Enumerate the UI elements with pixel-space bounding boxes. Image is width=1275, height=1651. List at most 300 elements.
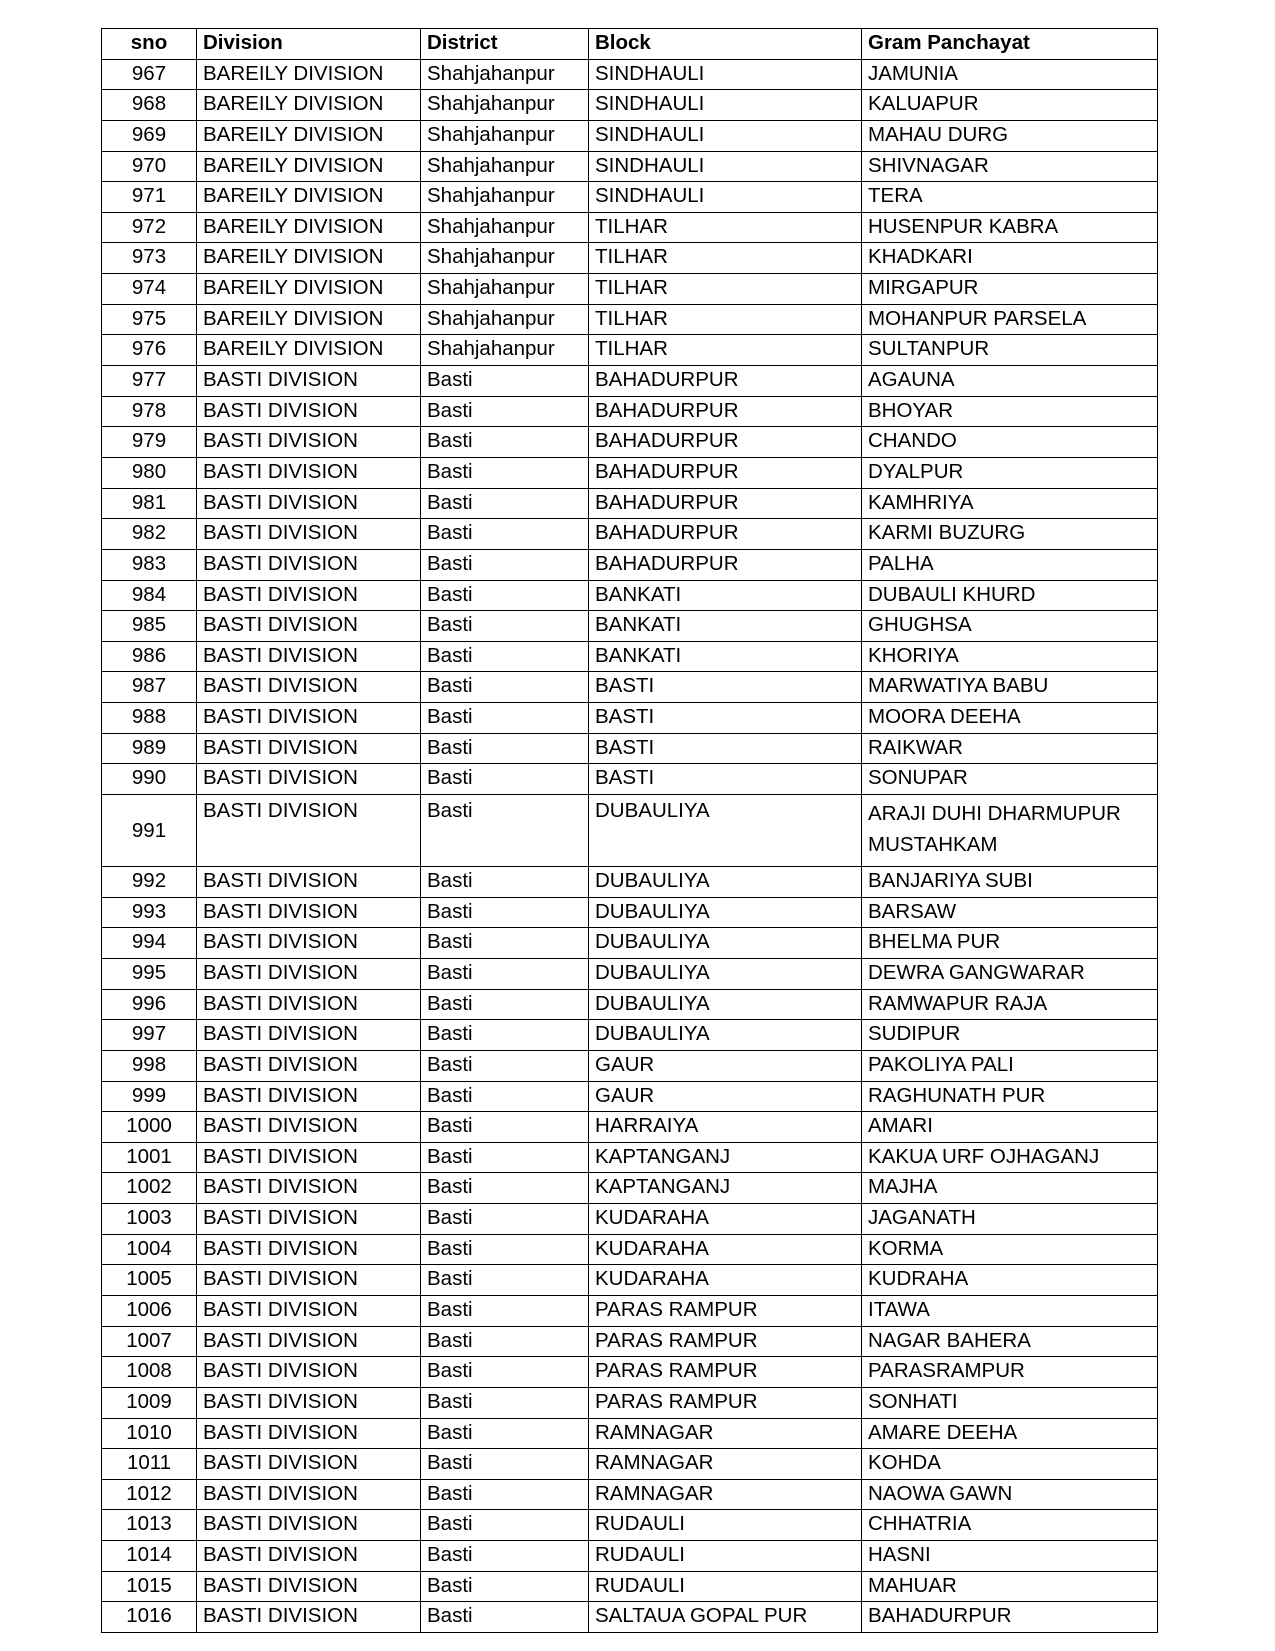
cell-gram-panchayat: SONUPAR bbox=[862, 764, 1158, 795]
cell-district: Basti bbox=[421, 1050, 589, 1081]
table-row bbox=[102, 212, 1158, 243]
table-row bbox=[102, 1204, 1158, 1235]
cell-sno: 981 bbox=[102, 488, 197, 519]
cell-district: Shahjahanpur bbox=[421, 304, 589, 335]
table-row bbox=[102, 1112, 1158, 1143]
cell-gram-panchayat: DUBAULI KHURD bbox=[862, 580, 1158, 611]
cell-division: BASTI DIVISION bbox=[197, 580, 421, 611]
cell-gram-panchayat: AGAUNA bbox=[862, 366, 1158, 397]
cell-gram-panchayat: KHORIYA bbox=[862, 641, 1158, 672]
table-row bbox=[102, 928, 1158, 959]
cell-division: BASTI DIVISION bbox=[197, 1050, 421, 1081]
cell-sno: 968 bbox=[102, 90, 197, 121]
cell-block: BANKATI bbox=[589, 641, 862, 672]
table-row bbox=[102, 1510, 1158, 1541]
cell-sno: 990 bbox=[102, 764, 197, 795]
cell-block: KUDARAHA bbox=[589, 1234, 862, 1265]
cell-sno: 971 bbox=[102, 182, 197, 213]
table-row bbox=[102, 120, 1158, 151]
cell-gram-panchayat: BAHADURPUR bbox=[862, 1602, 1158, 1633]
cell-block: DUBAULIYA bbox=[589, 867, 862, 898]
cell-gram-panchayat: RAMWAPUR RAJA bbox=[862, 989, 1158, 1020]
table-row bbox=[102, 1050, 1158, 1081]
cell-district: Shahjahanpur bbox=[421, 182, 589, 213]
cell-block: RUDAULI bbox=[589, 1571, 862, 1602]
cell-district: Basti bbox=[421, 1142, 589, 1173]
cell-sno: 1016 bbox=[102, 1602, 197, 1633]
cell-block: SINDHAULI bbox=[589, 90, 862, 121]
cell-district: Basti bbox=[421, 1510, 589, 1541]
cell-district: Basti bbox=[421, 1265, 589, 1296]
cell-sno: 1001 bbox=[102, 1142, 197, 1173]
cell-block: PARAS RAMPUR bbox=[589, 1357, 862, 1388]
cell-block: BANKATI bbox=[589, 611, 862, 642]
cell-district: Basti bbox=[421, 1112, 589, 1143]
cell-sno: 1012 bbox=[102, 1479, 197, 1510]
table-row bbox=[102, 59, 1158, 90]
table-row bbox=[102, 1387, 1158, 1418]
cell-district: Basti bbox=[421, 1020, 589, 1051]
cell-division: BASTI DIVISION bbox=[197, 519, 421, 550]
cell-division: BASTI DIVISION bbox=[197, 1479, 421, 1510]
cell-gram-panchayat: HASNI bbox=[862, 1541, 1158, 1572]
cell-gram-panchayat: BHOYAR bbox=[862, 396, 1158, 427]
table-row bbox=[102, 1602, 1158, 1633]
table-row bbox=[102, 182, 1158, 213]
cell-block: KUDARAHA bbox=[589, 1204, 862, 1235]
cell-block: BASTI bbox=[589, 672, 862, 703]
table-row bbox=[102, 151, 1158, 182]
cell-gram-panchayat: KOHDA bbox=[862, 1449, 1158, 1480]
table-row bbox=[102, 1541, 1158, 1572]
cell-gram-panchayat: AMARE DEEHA bbox=[862, 1418, 1158, 1449]
cell-sno: 987 bbox=[102, 672, 197, 703]
cell-district: Basti bbox=[421, 795, 589, 867]
cell-sno: 967 bbox=[102, 59, 197, 90]
cell-sno: 1008 bbox=[102, 1357, 197, 1388]
cell-sno: 986 bbox=[102, 641, 197, 672]
cell-district: Basti bbox=[421, 703, 589, 734]
cell-block: BAHADURPUR bbox=[589, 396, 862, 427]
table-row bbox=[102, 457, 1158, 488]
cell-division: BASTI DIVISION bbox=[197, 1234, 421, 1265]
cell-block: BAHADURPUR bbox=[589, 427, 862, 458]
cell-sno: 970 bbox=[102, 151, 197, 182]
cell-district: Basti bbox=[421, 733, 589, 764]
cell-sno: 974 bbox=[102, 274, 197, 305]
cell-block: DUBAULIYA bbox=[589, 958, 862, 989]
cell-division: BASTI DIVISION bbox=[197, 366, 421, 397]
cell-sno: 992 bbox=[102, 867, 197, 898]
cell-sno: 1011 bbox=[102, 1449, 197, 1480]
cell-district: Basti bbox=[421, 611, 589, 642]
cell-block: SINDHAULI bbox=[589, 182, 862, 213]
cell-sno: 989 bbox=[102, 733, 197, 764]
cell-district: Basti bbox=[421, 366, 589, 397]
table-row bbox=[102, 335, 1158, 366]
cell-block: DUBAULIYA bbox=[589, 1020, 862, 1051]
table-row bbox=[102, 519, 1158, 550]
cell-district: Basti bbox=[421, 989, 589, 1020]
column-header-gram-panchayat: Gram Panchayat bbox=[862, 29, 1158, 60]
cell-sno: 991 bbox=[102, 795, 197, 867]
cell-gram-panchayat: PALHA bbox=[862, 549, 1158, 580]
cell-block: SALTAUA GOPAL PUR bbox=[589, 1602, 862, 1633]
table-row bbox=[102, 958, 1158, 989]
cell-district: Basti bbox=[421, 1541, 589, 1572]
cell-division: BASTI DIVISION bbox=[197, 1571, 421, 1602]
cell-block: BAHADURPUR bbox=[589, 366, 862, 397]
cell-sno: 1000 bbox=[102, 1112, 197, 1143]
column-header-division: Division bbox=[197, 29, 421, 60]
cell-division: BASTI DIVISION bbox=[197, 1449, 421, 1480]
cell-sno: 1010 bbox=[102, 1418, 197, 1449]
table-row bbox=[102, 611, 1158, 642]
cell-gram-panchayat: TERA bbox=[862, 182, 1158, 213]
cell-gram-panchayat: MAJHA bbox=[862, 1173, 1158, 1204]
cell-sno: 1015 bbox=[102, 1571, 197, 1602]
cell-division: BASTI DIVISION bbox=[197, 1418, 421, 1449]
cell-division: BAREILY DIVISION bbox=[197, 120, 421, 151]
cell-gram-panchayat: BHELMA PUR bbox=[862, 928, 1158, 959]
cell-gram-panchayat: KUDRAHA bbox=[862, 1265, 1158, 1296]
table-row bbox=[102, 427, 1158, 458]
cell-sno: 999 bbox=[102, 1081, 197, 1112]
cell-sno: 988 bbox=[102, 703, 197, 734]
cell-sno: 972 bbox=[102, 212, 197, 243]
cell-gram-panchayat: SONHATI bbox=[862, 1387, 1158, 1418]
table-row bbox=[102, 1081, 1158, 1112]
cell-division: BASTI DIVISION bbox=[197, 1204, 421, 1235]
cell-division: BASTI DIVISION bbox=[197, 427, 421, 458]
table-row bbox=[102, 641, 1158, 672]
cell-sno: 1009 bbox=[102, 1387, 197, 1418]
cell-gram-panchayat: SHIVNAGAR bbox=[862, 151, 1158, 182]
cell-sno: 980 bbox=[102, 457, 197, 488]
cell-block: TILHAR bbox=[589, 304, 862, 335]
cell-gram-panchayat: MARWATIYA BABU bbox=[862, 672, 1158, 703]
cell-gram-panchayat: GHUGHSA bbox=[862, 611, 1158, 642]
cell-division: BASTI DIVISION bbox=[197, 764, 421, 795]
cell-district: Basti bbox=[421, 1449, 589, 1480]
table-row bbox=[102, 1265, 1158, 1296]
cell-block: DUBAULIYA bbox=[589, 795, 862, 867]
cell-district: Basti bbox=[421, 1326, 589, 1357]
cell-block: PARAS RAMPUR bbox=[589, 1295, 862, 1326]
cell-division: BASTI DIVISION bbox=[197, 549, 421, 580]
cell-gram-panchayat: KAMHRIYA bbox=[862, 488, 1158, 519]
cell-sno: 1014 bbox=[102, 1541, 197, 1572]
cell-block: GAUR bbox=[589, 1050, 862, 1081]
cell-sno: 976 bbox=[102, 335, 197, 366]
cell-division: BAREILY DIVISION bbox=[197, 243, 421, 274]
table-row bbox=[102, 304, 1158, 335]
cell-division: BASTI DIVISION bbox=[197, 396, 421, 427]
table-row bbox=[102, 1142, 1158, 1173]
cell-division: BASTI DIVISION bbox=[197, 641, 421, 672]
table-row bbox=[102, 897, 1158, 928]
cell-district: Basti bbox=[421, 764, 589, 795]
cell-sno: 1007 bbox=[102, 1326, 197, 1357]
cell-district: Basti bbox=[421, 1571, 589, 1602]
cell-district: Basti bbox=[421, 1234, 589, 1265]
cell-gram-panchayat: CHANDO bbox=[862, 427, 1158, 458]
cell-gram-panchayat: MAHUAR bbox=[862, 1571, 1158, 1602]
cell-division: BASTI DIVISION bbox=[197, 1295, 421, 1326]
table-row bbox=[102, 1295, 1158, 1326]
cell-block: KAPTANGANJ bbox=[589, 1142, 862, 1173]
table-row bbox=[102, 580, 1158, 611]
cell-gram-panchayat: NAOWA GAWN bbox=[862, 1479, 1158, 1510]
table-header-row bbox=[102, 29, 1158, 60]
cell-block: PARAS RAMPUR bbox=[589, 1387, 862, 1418]
cell-district: Basti bbox=[421, 1418, 589, 1449]
cell-district: Basti bbox=[421, 867, 589, 898]
table-row bbox=[102, 795, 1158, 867]
table-row bbox=[102, 396, 1158, 427]
cell-sno: 982 bbox=[102, 519, 197, 550]
cell-division: BAREILY DIVISION bbox=[197, 274, 421, 305]
cell-gram-panchayat: HUSENPUR KABRA bbox=[862, 212, 1158, 243]
cell-district: Basti bbox=[421, 958, 589, 989]
table-row bbox=[102, 90, 1158, 121]
cell-sno: 977 bbox=[102, 366, 197, 397]
cell-sno: 994 bbox=[102, 928, 197, 959]
gram-panchayat-table bbox=[101, 28, 1158, 1633]
cell-district: Basti bbox=[421, 457, 589, 488]
cell-gram-panchayat: MOORA DEEHA bbox=[862, 703, 1158, 734]
cell-block: SINDHAULI bbox=[589, 151, 862, 182]
cell-block: BASTI bbox=[589, 764, 862, 795]
cell-district: Shahjahanpur bbox=[421, 335, 589, 366]
cell-gram-panchayat: KORMA bbox=[862, 1234, 1158, 1265]
cell-gram-panchayat: BANJARIYA SUBI bbox=[862, 867, 1158, 898]
cell-gram-panchayat: DYALPUR bbox=[862, 457, 1158, 488]
cell-district: Basti bbox=[421, 641, 589, 672]
cell-division: BAREILY DIVISION bbox=[197, 59, 421, 90]
cell-gram-panchayat: SULTANPUR bbox=[862, 335, 1158, 366]
cell-division: BASTI DIVISION bbox=[197, 1326, 421, 1357]
cell-sno: 993 bbox=[102, 897, 197, 928]
cell-division: BASTI DIVISION bbox=[197, 989, 421, 1020]
cell-block: DUBAULIYA bbox=[589, 928, 862, 959]
cell-block: KUDARAHA bbox=[589, 1265, 862, 1296]
cell-division: BASTI DIVISION bbox=[197, 1602, 421, 1633]
cell-gram-panchayat: KARMI BUZURG bbox=[862, 519, 1158, 550]
cell-block: BASTI bbox=[589, 733, 862, 764]
cell-sno: 973 bbox=[102, 243, 197, 274]
cell-district: Shahjahanpur bbox=[421, 274, 589, 305]
cell-division: BASTI DIVISION bbox=[197, 1020, 421, 1051]
cell-gram-panchayat: MAHAU DURG bbox=[862, 120, 1158, 151]
cell-sno: 996 bbox=[102, 989, 197, 1020]
cell-gram-panchayat: NAGAR BAHERA bbox=[862, 1326, 1158, 1357]
table-header bbox=[102, 29, 1158, 60]
cell-block: TILHAR bbox=[589, 243, 862, 274]
cell-division: BASTI DIVISION bbox=[197, 1112, 421, 1143]
cell-gram-panchayat: ARAJI DUHI DHARMUPUR MUSTAHKAM bbox=[862, 795, 1158, 867]
cell-district: Basti bbox=[421, 519, 589, 550]
cell-gram-panchayat: AMARI bbox=[862, 1112, 1158, 1143]
cell-district: Basti bbox=[421, 1081, 589, 1112]
table-row bbox=[102, 672, 1158, 703]
cell-district: Basti bbox=[421, 1295, 589, 1326]
cell-sno: 1004 bbox=[102, 1234, 197, 1265]
cell-block: DUBAULIYA bbox=[589, 897, 862, 928]
table-row bbox=[102, 867, 1158, 898]
cell-block: BAHADURPUR bbox=[589, 488, 862, 519]
table-row bbox=[102, 764, 1158, 795]
cell-district: Basti bbox=[421, 1204, 589, 1235]
cell-gram-panchayat: JAGANATH bbox=[862, 1204, 1158, 1235]
table-row bbox=[102, 488, 1158, 519]
table-row bbox=[102, 366, 1158, 397]
cell-gram-panchayat: MOHANPUR PARSELA bbox=[862, 304, 1158, 335]
cell-district: Shahjahanpur bbox=[421, 243, 589, 274]
cell-district: Basti bbox=[421, 1479, 589, 1510]
cell-block: SINDHAULI bbox=[589, 120, 862, 151]
table-row bbox=[102, 733, 1158, 764]
cell-district: Shahjahanpur bbox=[421, 120, 589, 151]
cell-sno: 975 bbox=[102, 304, 197, 335]
cell-sno: 995 bbox=[102, 958, 197, 989]
cell-division: BASTI DIVISION bbox=[197, 457, 421, 488]
cell-gram-panchayat: KAKUA URF OJHAGANJ bbox=[862, 1142, 1158, 1173]
cell-gram-panchayat: DEWRA GANGWARAR bbox=[862, 958, 1158, 989]
table-row bbox=[102, 549, 1158, 580]
cell-gram-panchayat: RAGHUNATH PUR bbox=[862, 1081, 1158, 1112]
cell-block: BAHADURPUR bbox=[589, 549, 862, 580]
cell-gram-panchayat: PARASRAMPUR bbox=[862, 1357, 1158, 1388]
cell-sno: 978 bbox=[102, 396, 197, 427]
cell-division: BASTI DIVISION bbox=[197, 1142, 421, 1173]
cell-gram-panchayat: RAIKWAR bbox=[862, 733, 1158, 764]
table-row bbox=[102, 1234, 1158, 1265]
table-row bbox=[102, 1449, 1158, 1480]
table-row bbox=[102, 243, 1158, 274]
cell-division: BASTI DIVISION bbox=[197, 795, 421, 867]
cell-district: Basti bbox=[421, 897, 589, 928]
cell-division: BAREILY DIVISION bbox=[197, 212, 421, 243]
cell-division: BASTI DIVISION bbox=[197, 1265, 421, 1296]
cell-block: RAMNAGAR bbox=[589, 1449, 862, 1480]
cell-district: Basti bbox=[421, 672, 589, 703]
cell-gram-panchayat: MIRGAPUR bbox=[862, 274, 1158, 305]
cell-district: Shahjahanpur bbox=[421, 212, 589, 243]
table-row bbox=[102, 703, 1158, 734]
cell-block: TILHAR bbox=[589, 212, 862, 243]
cell-division: BASTI DIVISION bbox=[197, 703, 421, 734]
cell-sno: 1005 bbox=[102, 1265, 197, 1296]
cell-gram-panchayat: KHADKARI bbox=[862, 243, 1158, 274]
cell-division: BASTI DIVISION bbox=[197, 1081, 421, 1112]
cell-gram-panchayat: KALUAPUR bbox=[862, 90, 1158, 121]
cell-division: BASTI DIVISION bbox=[197, 1357, 421, 1388]
cell-division: BAREILY DIVISION bbox=[197, 151, 421, 182]
cell-district: Basti bbox=[421, 1387, 589, 1418]
cell-block: TILHAR bbox=[589, 274, 862, 305]
cell-district: Basti bbox=[421, 488, 589, 519]
cell-division: BASTI DIVISION bbox=[197, 1387, 421, 1418]
cell-district: Basti bbox=[421, 580, 589, 611]
table-row bbox=[102, 1571, 1158, 1602]
cell-district: Basti bbox=[421, 1357, 589, 1388]
table-row bbox=[102, 274, 1158, 305]
cell-district: Basti bbox=[421, 549, 589, 580]
column-header-sno: sno bbox=[102, 29, 197, 60]
cell-sno: 1003 bbox=[102, 1204, 197, 1235]
column-header-block: Block bbox=[589, 29, 862, 60]
cell-gram-panchayat: SUDIPUR bbox=[862, 1020, 1158, 1051]
cell-block: BAHADURPUR bbox=[589, 457, 862, 488]
table-row bbox=[102, 1173, 1158, 1204]
cell-sno: 998 bbox=[102, 1050, 197, 1081]
cell-gram-panchayat: ITAWA bbox=[862, 1295, 1158, 1326]
cell-division: BASTI DIVISION bbox=[197, 958, 421, 989]
cell-sno: 985 bbox=[102, 611, 197, 642]
cell-block: PARAS RAMPUR bbox=[589, 1326, 862, 1357]
cell-division: BASTI DIVISION bbox=[197, 1173, 421, 1204]
cell-division: BASTI DIVISION bbox=[197, 867, 421, 898]
cell-block: RAMNAGAR bbox=[589, 1479, 862, 1510]
cell-district: Basti bbox=[421, 1173, 589, 1204]
cell-block: HARRAIYA bbox=[589, 1112, 862, 1143]
cell-sno: 997 bbox=[102, 1020, 197, 1051]
cell-block: BAHADURPUR bbox=[589, 519, 862, 550]
cell-division: BAREILY DIVISION bbox=[197, 304, 421, 335]
cell-district: Basti bbox=[421, 1602, 589, 1633]
table-row bbox=[102, 1326, 1158, 1357]
cell-gram-panchayat: JAMUNIA bbox=[862, 59, 1158, 90]
cell-district: Basti bbox=[421, 396, 589, 427]
cell-sno: 979 bbox=[102, 427, 197, 458]
cell-division: BASTI DIVISION bbox=[197, 733, 421, 764]
cell-district: Shahjahanpur bbox=[421, 151, 589, 182]
cell-block: GAUR bbox=[589, 1081, 862, 1112]
cell-sno: 969 bbox=[102, 120, 197, 151]
cell-division: BASTI DIVISION bbox=[197, 928, 421, 959]
cell-sno: 984 bbox=[102, 580, 197, 611]
table-row bbox=[102, 1357, 1158, 1388]
cell-district: Shahjahanpur bbox=[421, 90, 589, 121]
cell-block: DUBAULIYA bbox=[589, 989, 862, 1020]
cell-division: BAREILY DIVISION bbox=[197, 182, 421, 213]
cell-division: BASTI DIVISION bbox=[197, 488, 421, 519]
cell-gram-panchayat: PAKOLIYA PALI bbox=[862, 1050, 1158, 1081]
cell-block: RUDAULI bbox=[589, 1541, 862, 1572]
cell-block: TILHAR bbox=[589, 335, 862, 366]
cell-division: BASTI DIVISION bbox=[197, 897, 421, 928]
column-header-district: District bbox=[421, 29, 589, 60]
cell-sno: 1006 bbox=[102, 1295, 197, 1326]
cell-district: Basti bbox=[421, 427, 589, 458]
table-container bbox=[101, 28, 1157, 1633]
cell-block: RAMNAGAR bbox=[589, 1418, 862, 1449]
table-row bbox=[102, 989, 1158, 1020]
cell-gram-panchayat: CHHATRIA bbox=[862, 1510, 1158, 1541]
cell-gram-panchayat: BARSAW bbox=[862, 897, 1158, 928]
cell-division: BASTI DIVISION bbox=[197, 611, 421, 642]
cell-block: BANKATI bbox=[589, 580, 862, 611]
table-row bbox=[102, 1479, 1158, 1510]
cell-division: BASTI DIVISION bbox=[197, 1510, 421, 1541]
cell-block: SINDHAULI bbox=[589, 59, 862, 90]
table-row bbox=[102, 1020, 1158, 1051]
cell-district: Basti bbox=[421, 928, 589, 959]
cell-sno: 1013 bbox=[102, 1510, 197, 1541]
table-row bbox=[102, 1418, 1158, 1449]
cell-block: RUDAULI bbox=[589, 1510, 862, 1541]
